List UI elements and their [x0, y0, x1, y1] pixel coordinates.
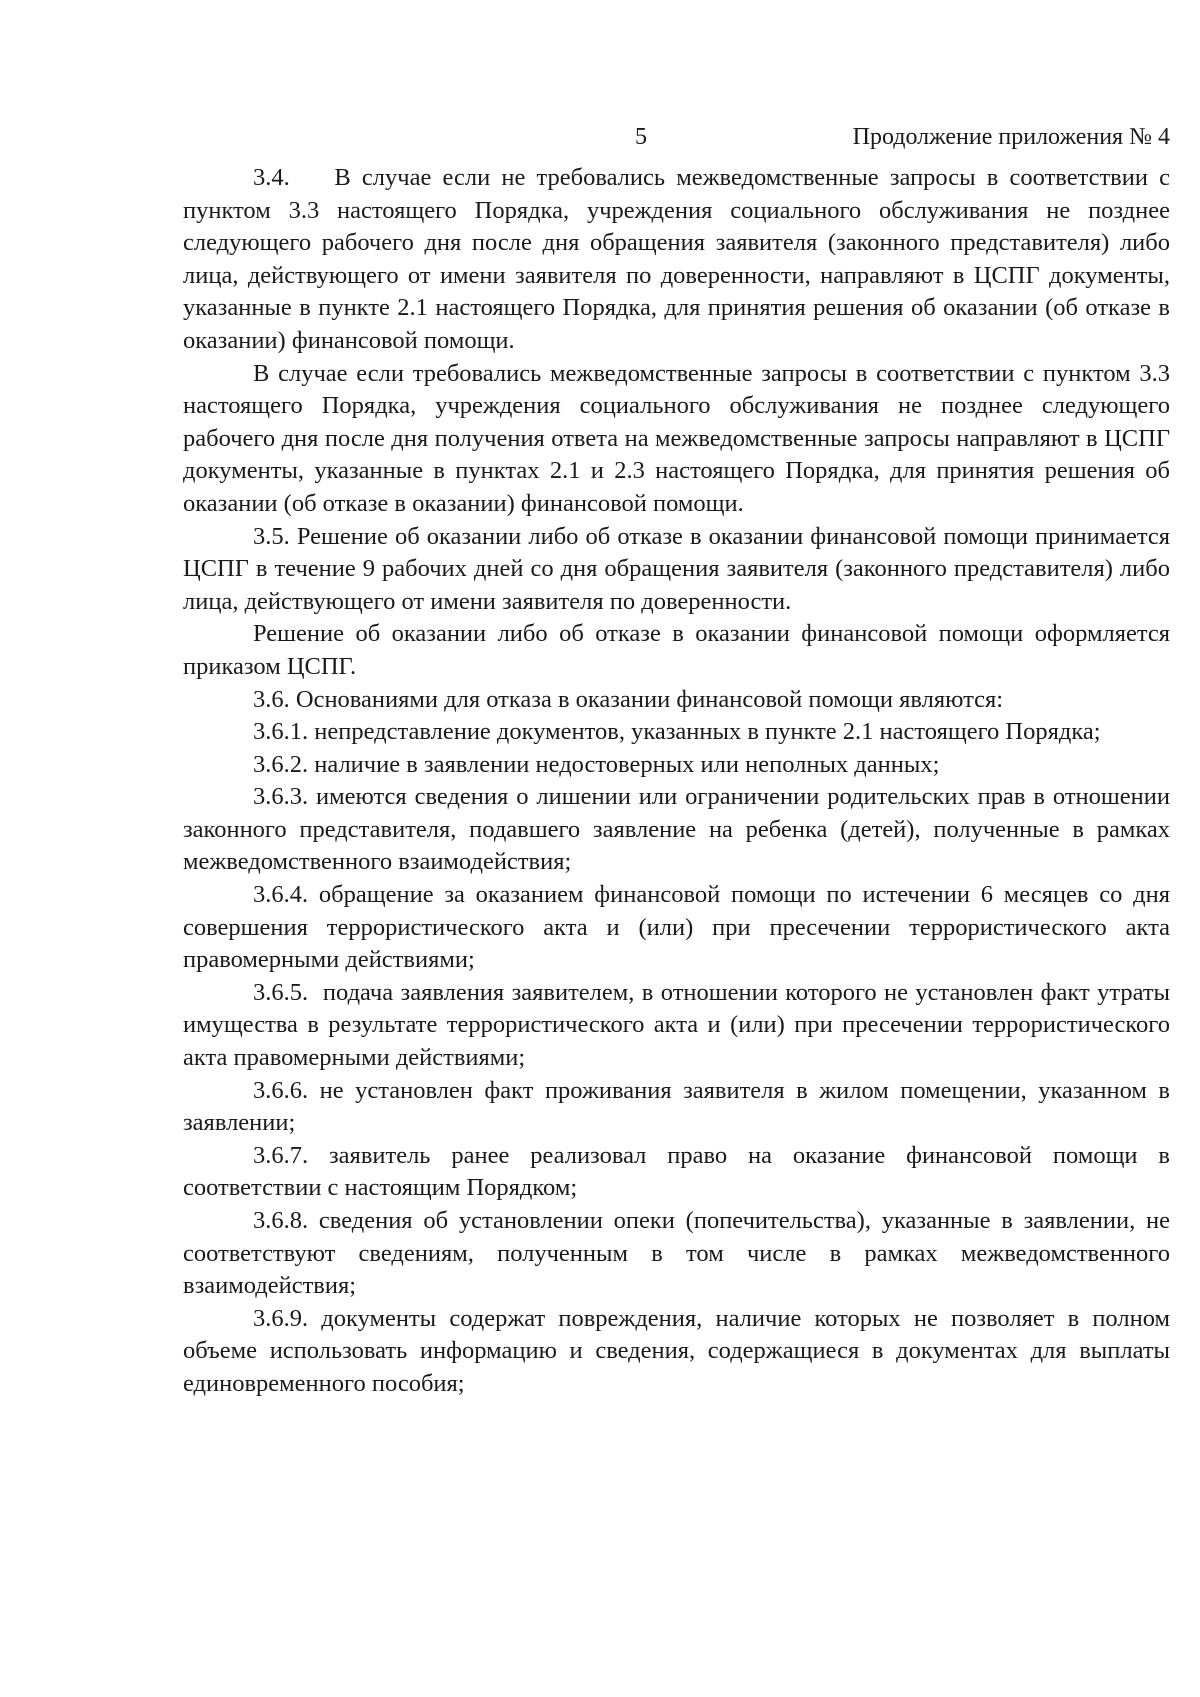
- paragraph-3-6-5: 3.6.5. подача заявления заявителем, в отношении которого не установлен факт утраты имущества в результате террористического акта и (или) при пресечении террористического акта правомерными действиями;: [183, 978, 1170, 1072]
- page-header: [183, 120, 1170, 154]
- paragraph-3-6-7: 3.6.7. заявитель ранее реализовал право на оказание финансовой помощи в соответствии с настоящим Порядком;: [183, 1141, 1170, 1202]
- paragraph-3-6-8: 3.6.8. сведения об установлении опеки (попечительства), указанные в заявлении, не соответствуют сведениям, полученным в том числе в рамках межведомственного взаимодействия;: [183, 1207, 1170, 1300]
- paragraph-3-6-6: 3.6.6. не установлен факт проживания заявителя в жилом помещении, указанном в заявлении;: [183, 1076, 1170, 1137]
- paragraph-3-6: 3.6. Основаниями для отказа в оказании финансовой помощи являются:: [253, 685, 1004, 713]
- paragraph-3-5: 3.5. Решение об оказании либо об отказе в оказании финансовой помощи принимается ЦСПГ в течение 9 рабочих дней со дня обращения заявителя (законного представителя) либо лица, действующего от имени заявителя по доверенности.: [183, 522, 1170, 615]
- document-body: [183, 162, 1170, 1401]
- paragraph-3-6-4: 3.6.4. обращение за оказанием финансовой помощи по истечении 6 месяцев со дня совершения террористического акта и (или) при пресечении террористического акта правомерными действиями;: [183, 881, 1170, 974]
- page-number: 5: [635, 124, 647, 150]
- paragraph-3-6-9: 3.6.9. документы содержат повреждения, наличие которых не позволяет в полном объеме использовать информацию и сведения, содержащиеся в документах для выплаты единовременного пособия;: [183, 1304, 1170, 1397]
- paragraph-3-6-2: 3.6.2. наличие в заявлении недостоверных или неполных данных;: [253, 750, 940, 778]
- paragraph-3-5-continued: Решение об оказании либо об отказе в оказании финансовой помощи оформляется приказом ЦСПГ.: [183, 620, 1170, 680]
- paragraph-3-6-1: 3.6.1. непредставление документов, указанных в пункте 2.1 настоящего Порядка;: [253, 718, 1101, 746]
- paragraph-3-4-continued: В случае если требовались межведомственные запросы в соответствии с пунктом 3.3 настоящего Порядка, учреждения социального обслуживания не позднее следующего рабочего дня после дня получения ответа на межведомственные запросы направляют в ЦСПГ документы, указанные в пунктах 2.1 и 2.3 настоящего Порядка, для принятия решения об оказании (об отказе в оказании) финансовой помощи.: [183, 359, 1170, 517]
- appendix-continuation-title: Продолжение приложения № 4: [852, 124, 1170, 150]
- paragraph-3-4: 3.4. В случае если не требовались межведомственные запросы в соответствии с пунктом 3.3 настоящего Порядка, учреждения социального обслуживания не позднее следующего рабочего дня после дня обращения заявителя (законного представителя) либо лица, действующего от имени заявителя по доверенности, направляют в ЦСПГ документы, указанные в пункте 2.1 настоящего Порядка, для принятия решения об оказании (об отказе в оказании) финансовой помощи.: [183, 164, 1170, 354]
- paragraph-3-6-3: 3.6.3. имеются сведения о лишении или ограничении родительских прав в отношении законного представителя, подавшего заявление на ребенка (детей), полученные в рамках межведомственного взаимодействия;: [183, 783, 1170, 876]
